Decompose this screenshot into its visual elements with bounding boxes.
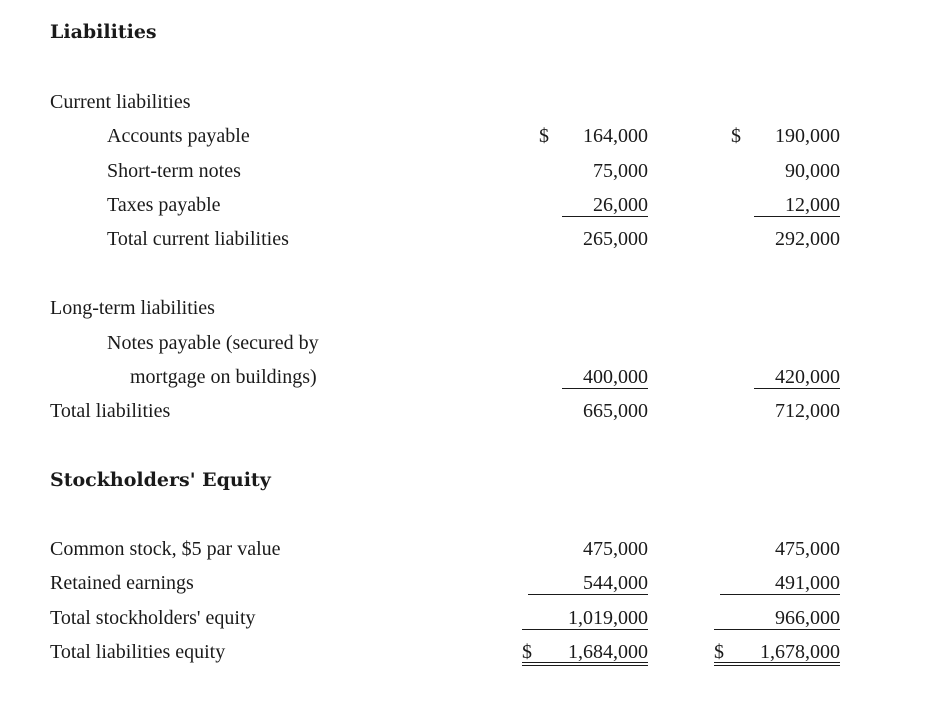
currency-symbol: $ [539, 125, 549, 147]
accounts-payable-col2: 190,000 [775, 125, 840, 147]
common-stock-col1: 475,000 [583, 538, 648, 560]
short-term-notes-label: Short-term notes [107, 160, 241, 182]
currency-symbol: $ [522, 641, 532, 663]
subtotal-rule [562, 216, 648, 217]
long-term-liabilities-label: Long-term liabilities [50, 297, 215, 319]
retained-earnings-col2: 491,000 [775, 572, 840, 594]
total-equity-col1: 1,019,000 [568, 607, 648, 629]
total-current-liabilities-col1: 265,000 [583, 228, 648, 250]
subtotal-rule [528, 594, 648, 595]
total-liabilities-col1: 665,000 [583, 400, 648, 422]
accounts-payable-label: Accounts payable [107, 125, 250, 147]
total-equity-label: Total stockholders' equity [50, 607, 256, 629]
retained-earnings-label: Retained earnings [50, 572, 194, 594]
grand-total-double-rule [522, 662, 648, 663]
grand-total-double-rule [522, 665, 648, 666]
total-current-liabilities-label: Total current liabilities [107, 228, 289, 250]
accounts-payable-col1: 164,000 [583, 125, 648, 147]
notes-payable-col2: 420,000 [775, 366, 840, 388]
notes-payable-col1: 400,000 [583, 366, 648, 388]
total-liabilities-label: Total liabilities [50, 400, 171, 422]
subtotal-rule [522, 629, 648, 630]
taxes-payable-col2: 12,000 [785, 194, 840, 216]
taxes-payable-label: Taxes payable [107, 194, 221, 216]
total-liabilities-equity-label: Total liabilities equity [50, 641, 226, 663]
taxes-payable-col1: 26,000 [593, 194, 648, 216]
total-liabilities-equity-col1: 1,684,000 [568, 641, 648, 663]
grand-total-double-rule [714, 665, 840, 666]
total-liabilities-equity-col2: 1,678,000 [760, 641, 840, 663]
total-equity-col2: 966,000 [775, 607, 840, 629]
equity-heading: Stockholders' Equity [50, 469, 271, 491]
subtotal-rule [754, 388, 840, 389]
notes-payable-label-line1: Notes payable (secured by [107, 332, 319, 354]
common-stock-label: Common stock, $5 par value [50, 538, 281, 560]
short-term-notes-col1: 75,000 [593, 160, 648, 182]
notes-payable-label-line2: mortgage on buildings) [130, 366, 317, 388]
currency-symbol: $ [714, 641, 724, 663]
total-liabilities-col2: 712,000 [775, 400, 840, 422]
subtotal-rule [714, 629, 840, 630]
common-stock-col2: 475,000 [775, 538, 840, 560]
current-liabilities-label: Current liabilities [50, 91, 191, 113]
retained-earnings-col1: 544,000 [583, 572, 648, 594]
grand-total-double-rule [714, 662, 840, 663]
short-term-notes-col2: 90,000 [785, 160, 840, 182]
subtotal-rule [720, 594, 840, 595]
subtotal-rule [562, 388, 648, 389]
subtotal-rule [754, 216, 840, 217]
total-current-liabilities-col2: 292,000 [775, 228, 840, 250]
liabilities-heading: Liabilities [50, 21, 157, 43]
currency-symbol: $ [731, 125, 741, 147]
